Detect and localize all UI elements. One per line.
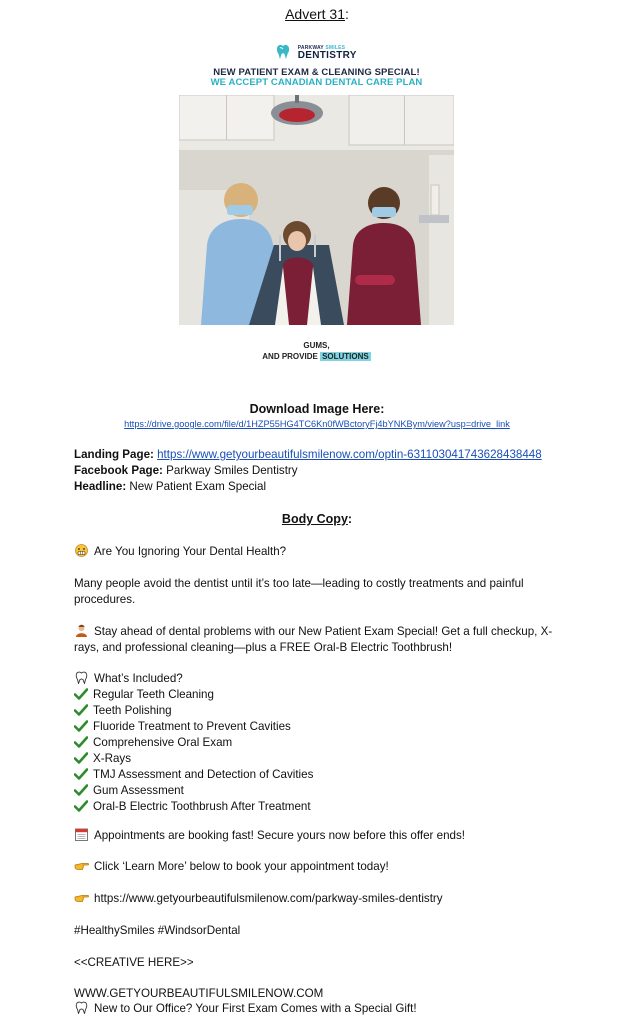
check-mark-icon [74, 784, 88, 796]
check-mark-icon [74, 688, 88, 700]
list-item: Oral-B Electric Toothbrush After Treatment [74, 799, 564, 815]
footer-line: New to Our Office? Your First Exam Comes with a Special Gift! [74, 1001, 564, 1017]
landing-page-row: Landing Page: https://www.getyourbeautifulsmilenow.com/optin-631103041743628438448 [74, 448, 542, 461]
pointing-hand-icon [74, 891, 89, 904]
list-item: X-Rays [74, 751, 564, 767]
hashtags: #HealthySmiles #WindsorDental [74, 924, 241, 937]
cta-url-line [74, 891, 564, 907]
list-item: Regular Teeth Cleaning [74, 687, 564, 703]
facebook-page-row: Facebook Page: Parkway Smiles Dentistry [74, 464, 298, 477]
landing-page-link[interactable]: https://www.getyourbeautifulsmilenow.com/optin-631103041743628438448 [157, 448, 542, 461]
brand-logo: PARKWAY SMILES DENTISTRY [179, 43, 454, 65]
dentist-person-icon [74, 624, 89, 637]
included-list [74, 687, 564, 815]
calendar-icon [74, 828, 89, 841]
brand-name: DENTISTRY [297, 49, 357, 61]
offer-paragraph: Stay ahead of dental problems with our New Patient Exam Special! Get a full checkup, X-rays, and professional cleaning—plus a FREE Oral-B Electric Toothbrush! [74, 625, 553, 654]
download-link[interactable]: https://drive.google.com/file/d/1HZP55HG4TC6Kn0fWBctoryFj4bYNKBym/view?usp=drive_link [124, 419, 510, 429]
grimacing-face-icon [74, 544, 89, 557]
check-mark-icon [74, 720, 88, 732]
list-item: TMJ Assessment and Detection of Cavities [74, 767, 564, 783]
ad-creative-image [179, 40, 454, 380]
question-line: Are You Ignoring Your Dental Health? [74, 544, 564, 560]
check-mark-icon [74, 736, 88, 748]
tooth-icon [74, 1001, 89, 1014]
headline-row: Headline: New Patient Exam Special [74, 480, 267, 493]
tooth-icon [74, 671, 89, 684]
check-mark-icon [74, 752, 88, 764]
list-item: Fluoride Treatment to Prevent Cavities [74, 719, 564, 735]
list-item: Comprehensive Oral Exam [74, 735, 564, 751]
check-mark-icon [74, 800, 88, 812]
creative-placeholder: <<CREATIVE HERE>> [74, 956, 194, 969]
creative-tagline-1: GUMS, [303, 341, 330, 350]
cta-url[interactable]: https://www.getyourbeautifulsmilenow.com/parkway-smiles-dentistry [94, 892, 443, 905]
problem-paragraph: Many people avoid the dentist until it’s too late—leading to costly treatments and painful procedures. [74, 577, 524, 606]
download-heading: Download Image Here: [249, 402, 385, 416]
tooth-logo-icon [276, 44, 290, 60]
dental-clinic-photo [179, 95, 454, 325]
pointing-hand-icon [74, 859, 89, 872]
included-heading: What’s Included? [74, 671, 564, 687]
creative-tagline-2: AND PROVIDE SOLUTIONS [262, 352, 369, 361]
list-item: Gum Assessment [74, 783, 564, 799]
check-mark-icon [74, 704, 88, 716]
urgency-line: Appointments are booking fast! Secure yours now before this offer ends! [74, 828, 564, 844]
cta-line: Click ‘Learn More’ below to book your appointment today! [74, 859, 564, 875]
list-item: Teeth Polishing [74, 703, 564, 719]
advert-number: Advert 31 [285, 6, 346, 22]
body-copy-heading: Body Copy: [281, 512, 353, 526]
document-title: Advert 31: [285, 6, 349, 22]
creative-subheadline: WE ACCEPT CANADIAN DENTAL CARE PLAN [210, 77, 423, 88]
creative-headline: NEW PATIENT EXAM & CLEANING SPECIAL! [213, 67, 420, 78]
check-mark-icon [74, 768, 88, 780]
site-url-caps: WWW.GETYOURBEAUTIFULSMILENOW.COM [74, 987, 324, 1000]
